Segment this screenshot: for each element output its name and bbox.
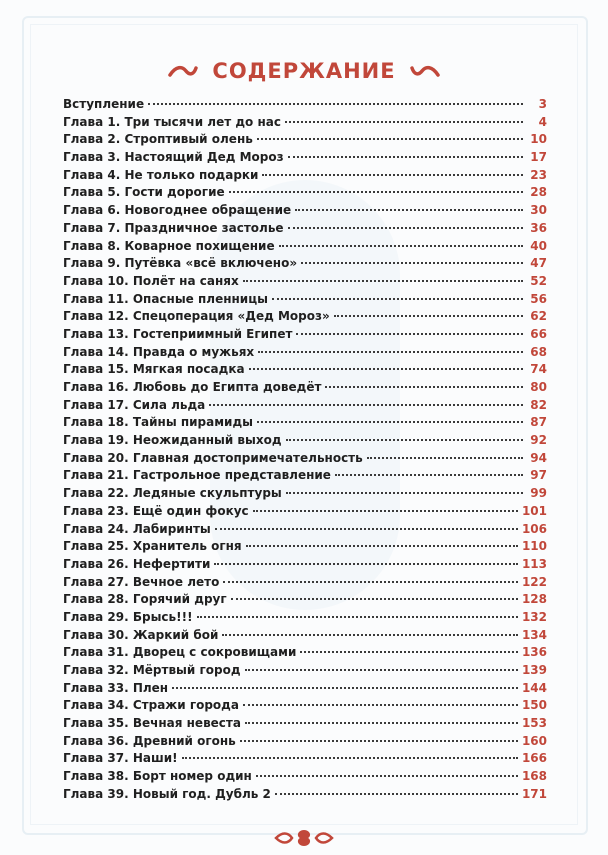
toc-entry (63, 238, 547, 256)
toc-entry-page-number: 17 (530, 150, 547, 165)
toc-entry-page-number: 134 (521, 627, 547, 642)
toc-entry-page-number: 62 (530, 309, 547, 324)
toc-entry-page-number: 3 (538, 97, 547, 111)
toc-entry-title: Глава 34. Стражи города (63, 698, 239, 713)
dot-leader (240, 740, 518, 742)
toc-entry-page-number: 144 (521, 680, 547, 695)
toc-entry-page-number: 30 (530, 203, 547, 218)
toc-entry-page-number: 106 (521, 521, 547, 536)
dot-leader (258, 351, 523, 353)
toc-entry-title: Глава 7. Праздничное застолье (63, 220, 284, 235)
dot-leader (367, 457, 523, 459)
toc-entry-title: Глава 13. Гостеприимный Египет (63, 326, 293, 341)
toc-entry (63, 326, 547, 344)
dot-leader (223, 581, 518, 583)
toc-entry-title: Глава 9. Путёвка «всё включено» (63, 256, 298, 271)
toc-entry-title: Глава 33. Плен (63, 680, 169, 695)
toc-entry-page-number: 99 (530, 486, 547, 501)
toc-entry (63, 733, 547, 751)
toc-entry-page-number: 52 (530, 273, 547, 288)
table-of-contents (63, 96, 547, 804)
toc-entry-page-number: 87 (530, 415, 547, 430)
toc-entry (63, 467, 547, 485)
toc-entry-title: Глава 12. Спецоперация «Дед Мороз» (63, 309, 330, 324)
dot-leader (182, 757, 518, 759)
dot-leader (257, 421, 523, 423)
dot-leader (245, 722, 518, 724)
toc-entry-title: Глава 25. Хранитель огня (63, 539, 242, 554)
toc-entry-title: Глава 22. Ледяные скульптуры (63, 486, 282, 501)
toc-entry-page-number: 97 (530, 468, 547, 483)
toc-entry (63, 786, 547, 804)
toc-entry-page-number: 74 (530, 362, 547, 377)
dot-leader (245, 669, 518, 671)
toc-entry (63, 273, 547, 291)
toc-entry-page-number: 23 (530, 167, 547, 182)
toc-entry-title: Глава 36. Древний огонь (63, 733, 236, 748)
toc-entry-page-number: 110 (521, 539, 547, 554)
toc-entry-title: Глава 8. Коварное похищение (63, 238, 275, 253)
toc-entry-page-number: 10 (530, 132, 547, 147)
toc-entry (63, 503, 547, 521)
toc-entry-title: Глава 4. Не только подарки (63, 167, 259, 182)
toc-entry-title: Глава 27. Вечное лето (63, 574, 220, 589)
toc-entry (63, 538, 547, 556)
toc-entry (63, 149, 547, 167)
toc-entry-page-number: 40 (530, 238, 547, 253)
dot-leader (209, 404, 523, 406)
toc-entry-page-number: 66 (530, 326, 547, 341)
toc-entry (63, 450, 547, 468)
toc-entry (63, 202, 547, 220)
dot-leader (335, 474, 523, 476)
toc-entry (63, 291, 547, 309)
toc-entry (63, 644, 547, 662)
dot-leader (172, 687, 518, 689)
toc-entry (63, 379, 547, 397)
toc-entry-page-number: 92 (530, 433, 547, 448)
toc-entry-page-number: 160 (521, 733, 547, 748)
dot-leader (275, 793, 518, 795)
toc-entry-page-number: 122 (521, 574, 547, 589)
toc-entry-title: Глава 32. Мёртвый город (63, 663, 241, 677)
toc-entry-title: Глава 18. Тайны пирамиды (63, 415, 253, 430)
dot-leader (253, 510, 518, 512)
toc-entry-page-number: 153 (521, 716, 547, 731)
toc-entry-page-number: 132 (521, 609, 547, 624)
toc-entry-page-number: 101 (521, 503, 547, 518)
dot-leader (257, 138, 523, 140)
dot-leader (288, 227, 523, 229)
toc-entry (63, 344, 547, 362)
toc-entry-title: Глава 28. Горячий друг (63, 592, 227, 607)
page-title: СОДЕРЖАНИЕ (212, 59, 396, 83)
toc-entry-title: Глава 26. Нефертити (63, 556, 211, 571)
toc-entry-page-number: 171 (521, 786, 547, 801)
toc-entry (63, 131, 547, 149)
toc-entry-page-number: 82 (530, 397, 547, 412)
toc-entry-title: Глава 2. Строптивый олень (63, 132, 253, 147)
toc-entry-page-number: 136 (521, 645, 547, 660)
toc-entry-page-number: 56 (530, 291, 547, 306)
toc-entry-page-number: 168 (521, 769, 547, 784)
dot-leader (243, 280, 523, 282)
toc-entry-page-number: 28 (530, 185, 547, 200)
toc-entry-page-number: 150 (521, 698, 547, 713)
toc-entry-title: Глава 1. Три тысячи лет до нас (63, 114, 281, 129)
toc-entry (63, 627, 547, 645)
toc-entry-title: Глава 15. Мягкая посадка (63, 362, 245, 377)
toc-entry-page-number: 36 (530, 220, 547, 235)
dot-leader (296, 333, 523, 335)
dot-leader (272, 298, 523, 300)
toc-entry (63, 308, 547, 326)
toc-entry-title: Глава 38. Борт номер один (63, 769, 252, 784)
toc-entry (63, 414, 547, 432)
toc-entry (63, 556, 547, 574)
toc-entry (63, 167, 547, 185)
dot-leader (229, 191, 523, 193)
toc-entry-page-number: 113 (521, 556, 547, 571)
toc-entry (63, 361, 547, 379)
dot-leader (325, 386, 523, 388)
dot-leader (300, 651, 518, 653)
toc-entry (63, 255, 547, 273)
contents-header (0, 56, 608, 86)
toc-entry-title: Глава 14. Правда о мужьях (63, 344, 255, 359)
toc-entry (63, 521, 547, 539)
toc-entry-page-number: 47 (530, 256, 547, 271)
dot-leader (286, 492, 523, 494)
toc-entry-title: Глава 37. Наши! (63, 751, 178, 766)
toc-entry (63, 220, 547, 238)
toc-entry-title: Глава 20. Главная достопримечательность (63, 450, 363, 465)
toc-entry-page-number: 4 (538, 114, 547, 129)
dot-leader (243, 704, 518, 706)
toc-entry-title: Глава 10. Полёт на санях (63, 273, 239, 288)
toc-entry-title: Глава 39. Новый год. Дубль 2 (63, 786, 271, 801)
dot-leader (285, 121, 523, 123)
dot-leader (246, 545, 518, 547)
dot-leader (279, 245, 523, 247)
right-swash-icon (410, 64, 440, 78)
toc-entry-page-number: 68 (530, 344, 547, 359)
dot-leader (197, 616, 518, 618)
toc-entry (63, 184, 547, 202)
toc-entry (63, 609, 547, 627)
toc-entry-title: Глава 16. Любовь до Египта доведёт (63, 380, 322, 394)
dot-leader (214, 563, 518, 565)
toc-entry (63, 697, 547, 715)
toc-entry-title: Глава 6. Новогоднее обращение (63, 203, 292, 218)
toc-entry (63, 432, 547, 450)
dot-leader (301, 262, 523, 264)
toc-entry-title: Глава 19. Неожиданный выход (63, 433, 282, 448)
toc-entry-title: Глава 23. Ещё один фокус (63, 503, 249, 518)
toc-entry-page-number: 166 (521, 751, 547, 766)
toc-entry (63, 680, 547, 698)
dot-leader (148, 103, 523, 105)
toc-entry (63, 485, 547, 503)
toc-entry-title: Глава 35. Вечная невеста (63, 716, 241, 731)
footer-ornament-icon (272, 826, 336, 850)
toc-entry (63, 574, 547, 592)
toc-entry-title: Глава 29. Брысь!!! (63, 609, 193, 624)
dot-leader (334, 315, 523, 317)
toc-entry-title: Глава 3. Настоящий Дед Мороз (63, 150, 284, 165)
toc-entry-title: Глава 17. Сила льда (63, 397, 206, 412)
toc-entry-title: Глава 31. Дворец с сокровищами (63, 645, 297, 660)
left-swash-icon (168, 64, 198, 78)
toc-entry (63, 750, 547, 768)
dot-leader (288, 156, 523, 158)
dot-leader (249, 368, 523, 370)
dot-leader (286, 439, 523, 441)
toc-entry-page-number: 128 (521, 592, 547, 607)
toc-entry-page-number: 80 (530, 380, 547, 394)
toc-entry (63, 662, 547, 680)
toc-entry-title: Глава 21. Гастрольное представление (63, 468, 331, 483)
toc-entry (63, 397, 547, 415)
dot-leader (231, 598, 518, 600)
toc-entry-title: Глава 5. Гости дорогие (63, 185, 225, 200)
toc-entry-title: Вступление (63, 97, 145, 111)
toc-entry-page-number: 94 (530, 450, 547, 465)
toc-entry-title: Глава 30. Жаркий бой (63, 627, 219, 642)
toc-entry (63, 96, 547, 114)
toc-entry (63, 768, 547, 786)
toc-entry (63, 114, 547, 132)
toc-entry-page-number: 139 (521, 663, 547, 677)
dot-leader (256, 775, 518, 777)
toc-entry (63, 591, 547, 609)
toc-entry-title: Глава 11. Опасные пленницы (63, 291, 268, 306)
dot-leader (262, 174, 523, 176)
toc-entry (63, 715, 547, 733)
toc-entry-title: Глава 24. Лабиринты (63, 521, 211, 536)
dot-leader (215, 528, 518, 530)
dot-leader (295, 209, 523, 211)
dot-leader (222, 634, 518, 636)
